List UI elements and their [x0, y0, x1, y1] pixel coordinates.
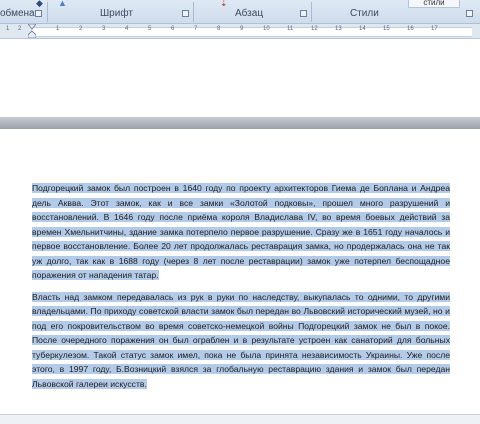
clipboard-group-label: обмена: [0, 8, 35, 19]
ruler-tick: 9: [240, 26, 244, 32]
ruler-tick: 5: [148, 26, 152, 32]
styles-dialog-launcher[interactable]: [466, 10, 473, 17]
paragraph-group-label: Абзац: [235, 8, 264, 19]
ruler-tick: 17: [431, 26, 438, 32]
change-styles-button[interactable]: стили: [408, 0, 460, 8]
indent-marker-icon[interactable]: [28, 24, 36, 38]
ruler-tick: 1: [6, 26, 10, 32]
ruler-tick: 2: [18, 26, 22, 32]
font-dialog-launcher[interactable]: [182, 10, 189, 17]
ruler-tick: 6: [171, 26, 175, 32]
ruler-tick: 4: [125, 26, 129, 32]
ruler-tick: 1: [56, 26, 60, 32]
ribbon-separator: [47, 2, 48, 22]
page-break-gap: [0, 117, 480, 129]
ruler-tick: 16: [407, 26, 414, 32]
ruler-track: [32, 27, 472, 37]
ruler-tick: 3: [102, 26, 106, 32]
ruler-tick: 7: [194, 26, 198, 32]
ruler-tick: 2: [79, 26, 83, 32]
document-text[interactable]: [32, 181, 450, 398]
clipboard-dialog-launcher[interactable]: [35, 10, 42, 17]
previous-page-area[interactable]: [0, 39, 480, 117]
selected-text[interactable]: Подгорецкий замок был построен в 1640 году по проекту архитекторов Гиема де Боплана и Андреа дель Аквва. Этот замок, как и все замки «Золотой подковы», прошел много разрушений и восстановлений. В 1646 году после приёма короля Владислава IV, во время боевых действий за времен Хмельнитчины, здание замка потерпело первое разрушение. Сразу же в 1651 году началось и первое восстановление. Более 20 лет продолжалась реставрация замка, но продержалась она не так уж долго, так как в 1688 году (через 8 лет после реставрации) замок уже потерпел беспощадное поражения от нападения татар.: [32, 183, 450, 280]
ruler-tick: 15: [383, 26, 390, 32]
font-group-label: Шрифт: [100, 8, 133, 19]
horizontal-ruler[interactable]: [0, 24, 480, 39]
format-painter-icon[interactable]: ◆: [36, 0, 43, 8]
selected-text[interactable]: Власть над замком передавалась из рук в руки по наследству, выкупалась то одними, то другими владельцами. По приходу советской власти замок был передан во Львовский исторический музей, но и под его покровительством во время советско-немецкой войны Подгорецкий замок не был в покое. После очередного поражения он был ограблен и в результате устроен как санаторий для больных туберкулезом. Такой статус замок имел, пока не была принята независимость Украины. Уже после этого, в 1997 году, Б.Возницкий взялся за глобальную реставрацию здания и замок был передан Львовской галереи искусств.: [32, 291, 450, 389]
paragraph-dialog-launcher[interactable]: [300, 10, 307, 17]
paragraph[interactable]: [32, 290, 450, 392]
font-color-icon[interactable]: ▲: [58, 0, 67, 8]
ruler-tick: 11: [287, 26, 294, 32]
ribbon-separator: [193, 2, 194, 22]
ribbon: [0, 0, 480, 24]
styles-group-label: Стили: [350, 8, 379, 19]
paragraph[interactable]: [32, 181, 450, 283]
ruler-tick: 8: [217, 26, 221, 32]
ruler-tick: 13: [335, 26, 342, 32]
ruler-tick: 12: [311, 26, 318, 32]
ribbon-separator: [311, 2, 312, 22]
ruler-tick: 14: [359, 26, 366, 32]
sort-icon[interactable]: ⇣: [220, 0, 228, 8]
ruler-tick: 10: [263, 26, 270, 32]
